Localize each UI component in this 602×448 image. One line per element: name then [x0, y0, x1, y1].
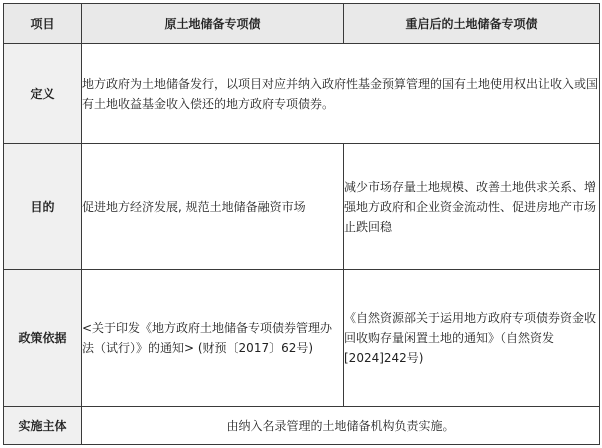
header-row: [4, 4, 600, 44]
label-definition: 定义: [4, 44, 82, 144]
row-purpose: [4, 144, 600, 270]
label-entity: 实施主体: [4, 407, 82, 445]
purpose-original: 促进地方经济发展, 规范土地储备融资市场: [82, 144, 344, 270]
header-original: 原土地储备专项债: [82, 4, 344, 44]
policy-original: <关于印发《地方政府土地储备专项债券管理办法（试行）》的通知> (财预〔2017〕62号): [82, 270, 344, 407]
header-restarted: 重启后的土地储备专项债: [344, 4, 600, 44]
label-policy: 政策依据: [4, 270, 82, 407]
comparison-table: [3, 3, 600, 445]
row-entity: [4, 407, 600, 445]
definition-text: 地方政府为土地储备发行，以项目对应并纳入政府性基金预算管理的国有土地使用权出让收入或国有土地收益基金收入偿还的地方政府专项债券。: [82, 44, 600, 144]
row-policy: [4, 270, 600, 407]
header-item: 项目: [4, 4, 82, 44]
policy-restarted: 《自然资源部关于运用地方政府专项债券资金收回收购存量闲置土地的通知》（自然资发[2024]242号): [344, 270, 600, 407]
row-definition: [4, 44, 600, 144]
label-purpose: 目的: [4, 144, 82, 270]
purpose-restarted: 减少市场存量土地规模、改善土地供求关系、增强地方政府和企业资金流动性、促进房地产市场止跌回稳: [344, 144, 600, 270]
entity-text: 由纳入名录管理的土地储备机构负责实施。: [82, 407, 600, 445]
